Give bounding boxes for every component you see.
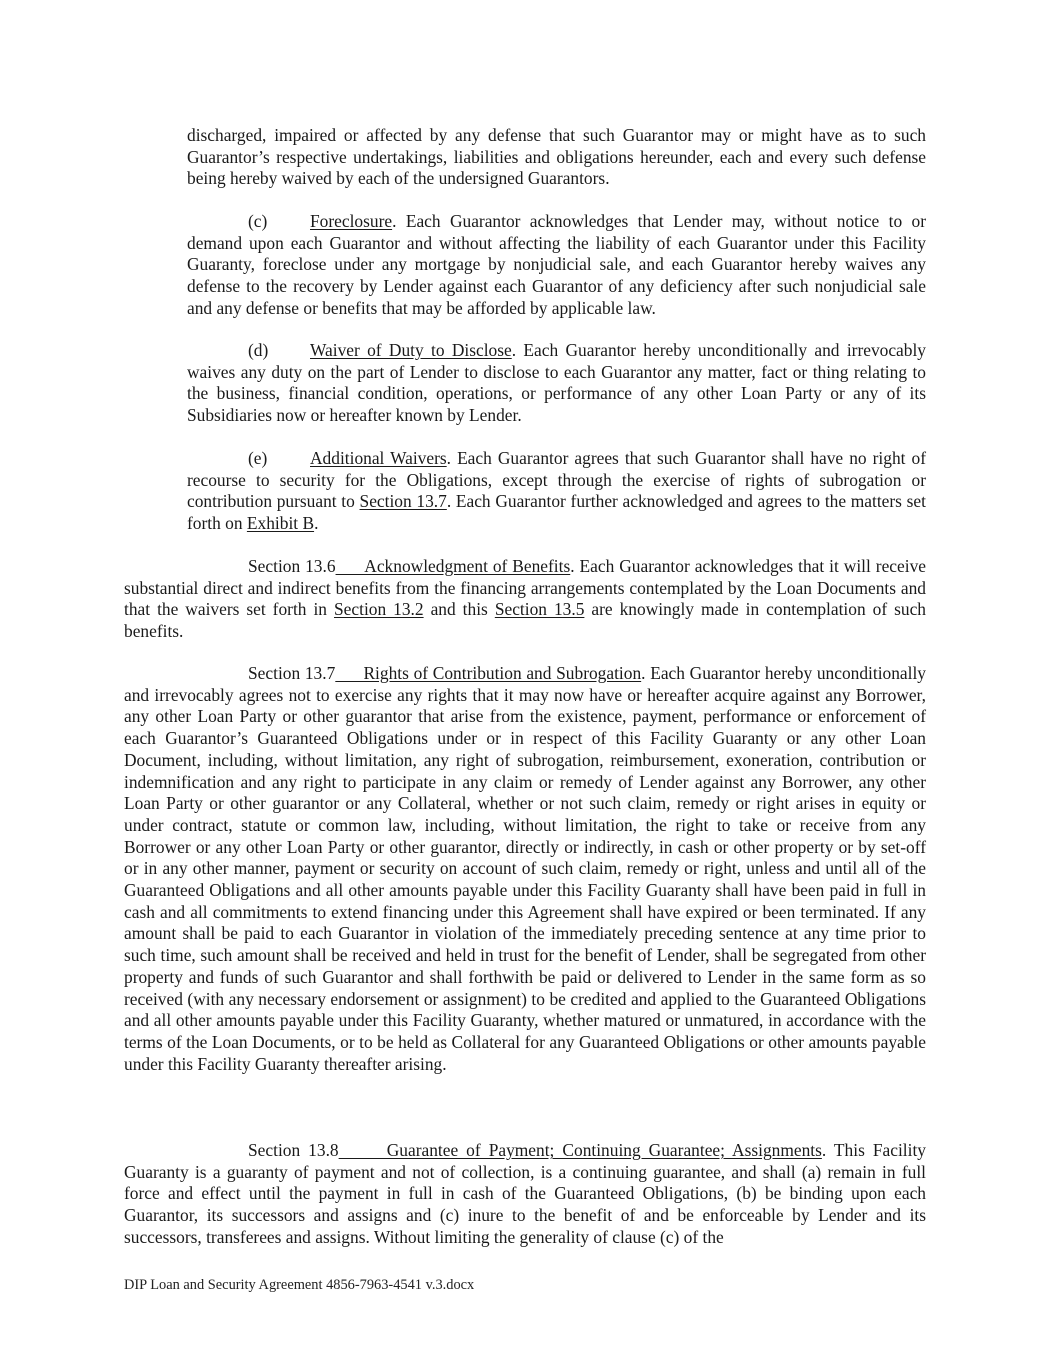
cross-reference: Exhibit B — [246, 513, 315, 534]
paragraph-e-additional-waivers: (e) Additional Waivers. Each Guarantor agrees that such Guarantor shall have no right of recourse to security for the Obligations, except through the exercise of rights of subrogation or contribution pursuant to Section 13.7. Each Guarantor further acknowledged and agrees to the matters set forth on Exhibit B. — [187, 448, 927, 534]
paragraph-d-waiver-of-duty: (d) Waiver of Duty to Disclose. Each Guarantor hereby unconditionally and irrevocably waives any duty on the part of Lender to disclose to each Guarantor any matter, fact or thing relating to the business, financial condition, operations, or performance of any other Loan Party or any of its Subsidiaries now or hereafter known by Lender. — [187, 340, 926, 426]
clause-heading: Foreclosure — [310, 211, 393, 231]
section-heading: Acknowledgment of Benefits — [335, 556, 571, 576]
section-13-7: Section 13.7 Rights of Contribution and Subrogation. Each Guarantor hereby unconditionally and irrevocably agrees not to exercise any rights that it may now have or hereafter acquire against any Borrower, any other Loan Party or other guarantor that arise from the existence, payment, performance or enforcement of each Guarantor’s Guaranteed Obligations under or in respect of this Facility Guaranty or any other Loan Document, including, without limitation, any right of subrogation, reimbursement, exoneration, contribution or indemnification and any right to participate in any claim or remedy of Lender against any Borrower, any other Loan Party or other guarantor or any Collateral, whether or not such claim, remedy or right arises in equity or under contract, statute or common law, including, without limitation, the right to take or receive from any Borrower or any other Loan Party or other guarantor, directly or indirectly, in cash or other property or by set-off or in any other manner, payment or security on account of such claim, remedy or right, unless and until all of the Guaranteed Obligations and all other amounts payable under this Facility Guaranty shall have been paid in full in cash and all commitments to extend financing under this Agreement shall have expired or been terminated. If any amount shall be paid to each Guarantor in violation of the immediately preceding sentence at any time prior to such time, such amount shall be received and held in trust for the benefit of Lender, shall be segregated from other property and funds of such Guarantor and shall forthwith be paid or delivered to Lender in the same form as so received (with any necessary endorsement or assignment) to be credited and applied to the Guaranteed Obligations and all other amounts payable under this Facility Guaranty, whether matured or unmatured, in accordance with the terms of the Loan Documents, or to be held as Collateral for any Guaranteed Obligations or other amounts payable under this Facility Guaranty thereafter arising. — [124, 663, 926, 1074]
paragraph-continuation: discharged, impaired or affected by any defense that such Guarantor may or might have as to such Guarantor’s respective undertakings, liabilities and obligations hereunder, each and every such defense being hereby waived by each of the undersigned Guarantors. — [187, 125, 926, 189]
section-number: Section 13.8 — [248, 1140, 339, 1160]
clause-label: (e) — [248, 448, 268, 468]
section-number: Section 13.6 — [248, 556, 336, 576]
paragraph-c-foreclosure: (c) Foreclosure. Each Guarantor acknowledges that Lender may, without notice to or demand upon each Guarantor and without affecting the liability of each Guarantor under this Facility Guaranty, foreclose under any mortgage by nonjudicial sale, and each Guarantor hereby waives any defense to the recovery by Lender against each Guarantor of any deficiency after such nonjudicial sale and any defense or benefits that may be afforded by applicable law. — [187, 211, 926, 318]
section-13-8: Section 13.8 Guarantee of Payment; Continuing Guarantee; Assignments. This Facility Guaranty is a guaranty of payment and not of collection, is a continuing guarantee, and shall (a) remain in full force and effect until the payment in full in cash of the Guaranteed Obligations, (b) be binding upon each Guarantor, its successors and assigns and (c) inure to the benefit of and be enforceable by Lender and its successors, transferees and assigns. Without limiting the generality of clause (c) of the — [124, 1140, 926, 1247]
cross-reference: Section 13.7 — [359, 491, 447, 512]
section-number: Section 13.7 — [248, 663, 336, 683]
section-heading: Guarantee of Payment; Continuing Guarantee; Assignments — [338, 1140, 822, 1160]
clause-label: (c) — [248, 211, 268, 231]
cross-reference: Section 13.2 — [334, 599, 424, 620]
section-heading: Rights of Contribution and Subrogation — [335, 663, 642, 683]
cross-reference: Section 13.5 — [494, 599, 585, 620]
clause-label: (d) — [248, 340, 269, 360]
section-13-6: Section 13.6 Acknowledgment of Benefits. Each Guarantor acknowledges that it will receive substantial direct and indirect benefits from the financing arrangements contemplated by the Loan Documents and that the waivers set forth in Section 13.2 and this Section 13.5 are knowingly made in contemplation of such benefits. — [124, 556, 926, 642]
page-footer: DIP Loan and Security Agreement 4856-7963-4541 v.3.docx — [124, 1277, 475, 1293]
clause-heading: Additional Waivers — [310, 448, 447, 468]
clause-heading: Waiver of Duty to Disclose — [310, 340, 512, 360]
